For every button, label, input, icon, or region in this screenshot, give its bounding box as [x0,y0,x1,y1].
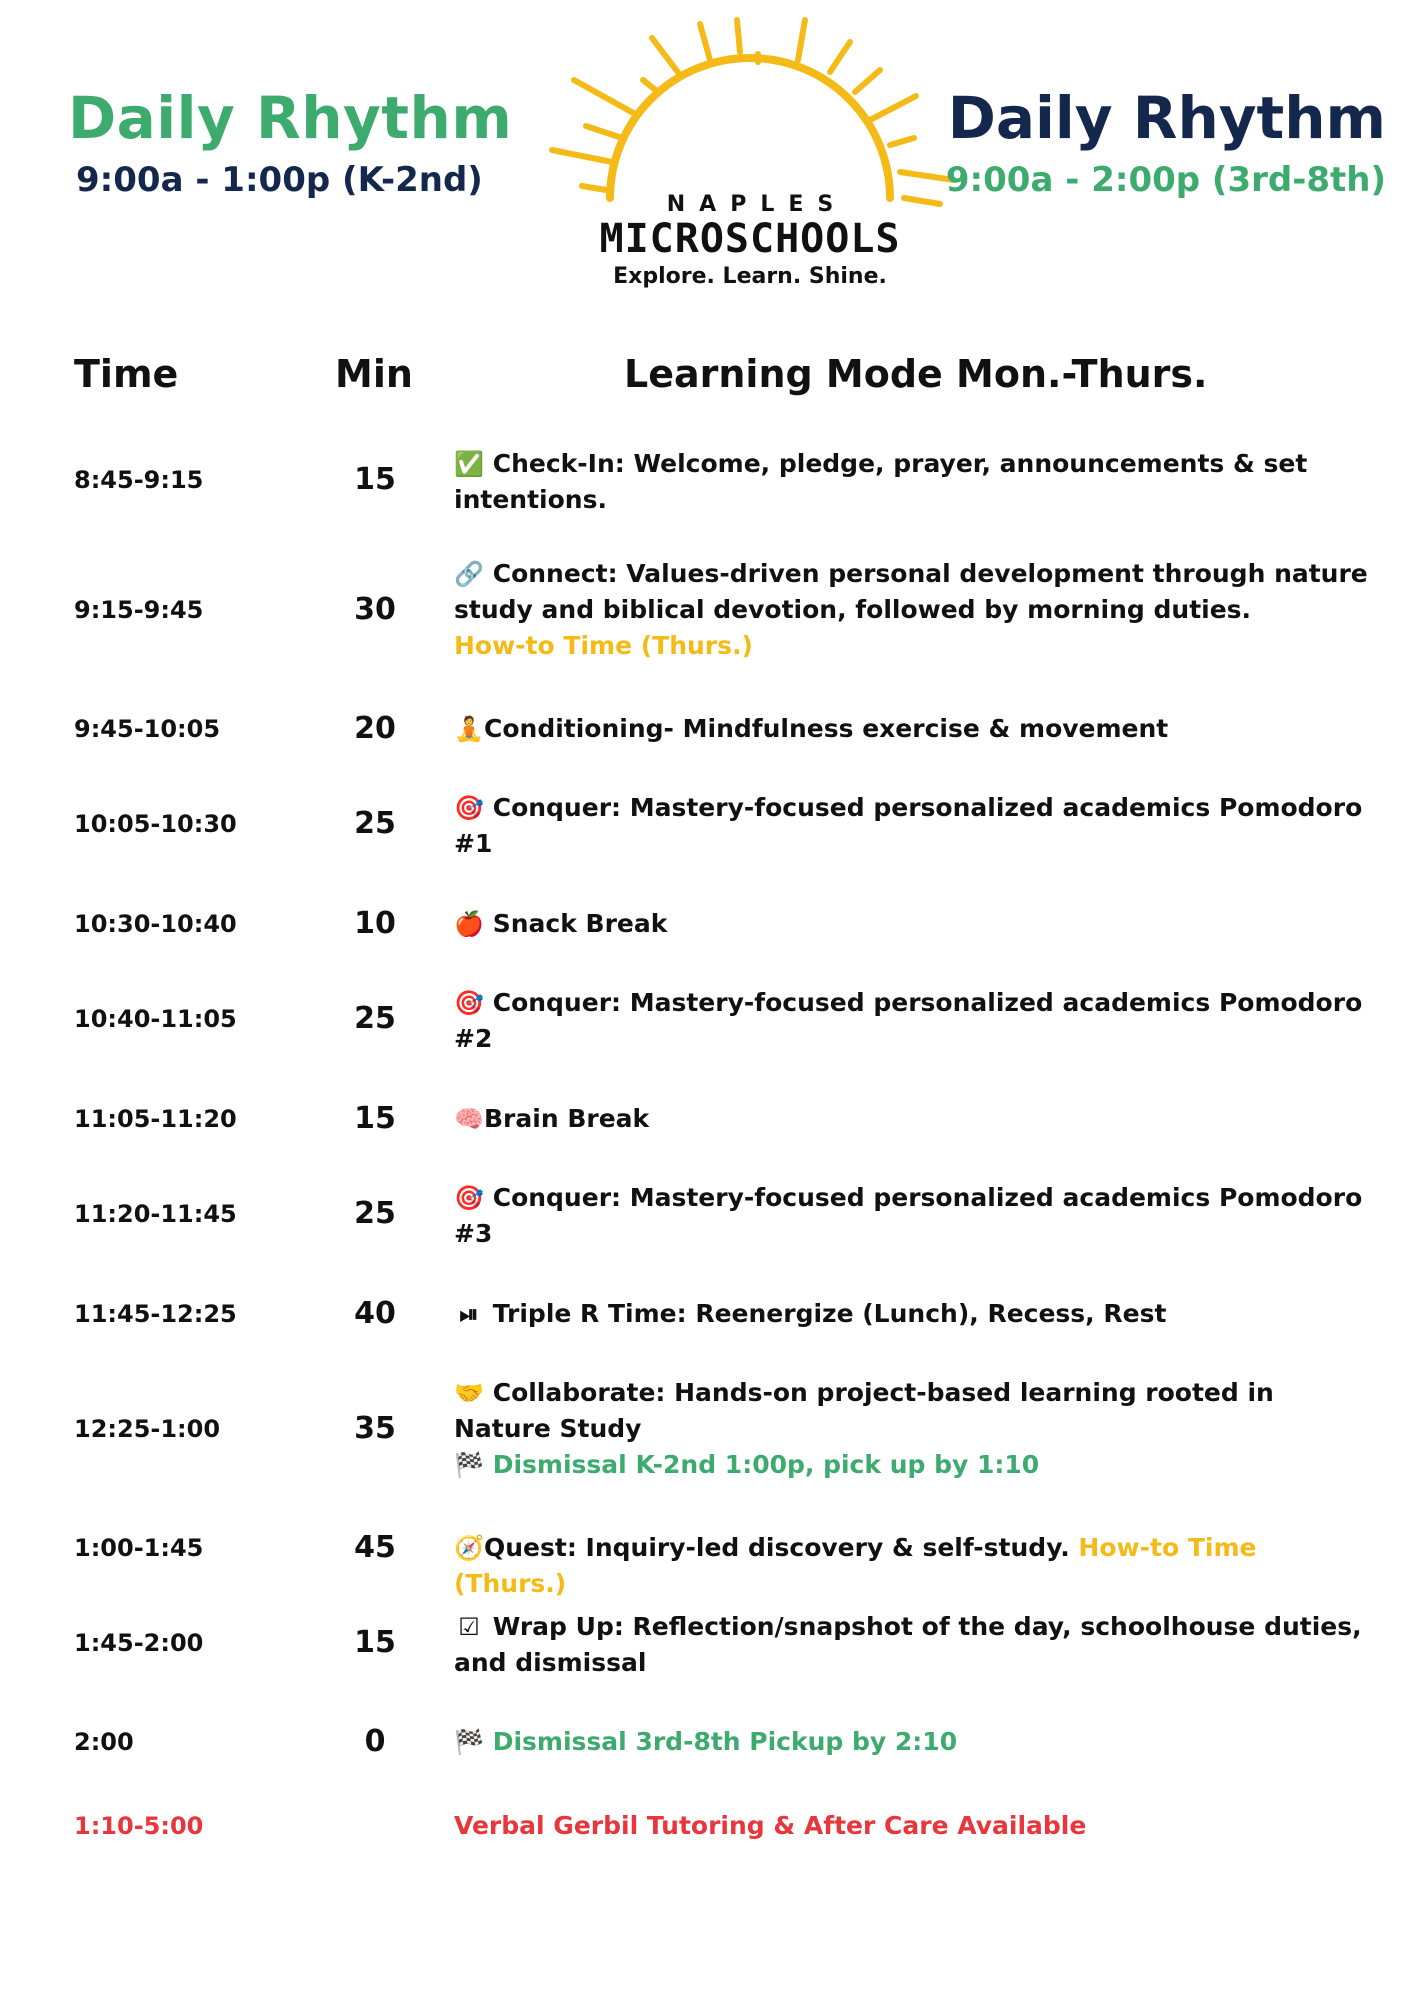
row-description: Conquer: Mastery-focused personalized academics Pomodoro #3 [454,1183,1363,1248]
row-time: 8:45-9:15 [74,466,204,494]
row-time: 12:25-1:00 [74,1415,221,1443]
row-time: 10:05-10:30 [74,810,237,838]
row-time: 11:45-12:25 [74,1300,237,1328]
row-text [454,556,1374,664]
row-description: Brain Break [484,1104,650,1133]
row-min: 35 [354,1411,396,1446]
row-description: Conquer: Mastery-focused personalized academics Pomodoro #1 [454,793,1363,858]
row-text [454,1101,1374,1137]
logo-naples: NAPLES [666,192,848,217]
row-time: 10:30-10:40 [74,910,237,938]
target-icon: 🎯 [454,1184,484,1212]
header-right [866,84,1386,202]
column-header-time: Time [74,352,179,396]
row-time: 2:00 [74,1728,134,1756]
right-subtitle: 9:00a - 2:00p (3rd-8th) [945,160,1386,200]
row-description: Collaborate: Hands-on project-based learning rooted in Nature Study [454,1378,1274,1443]
checkered-flag-icon: 🏁 [454,1451,484,1479]
row-text [454,1180,1374,1252]
row-min: 25 [354,1196,396,1231]
row-min: 25 [354,1001,396,1036]
row-text [454,711,1374,747]
row-min: 15 [354,1101,396,1136]
row-time: 1:45-2:00 [74,1629,204,1657]
row-description: Verbal Gerbil Tutoring & After Care Available [454,1811,1087,1840]
row-description: Dismissal 3rd-8th Pickup by 2:10 [492,1727,958,1756]
row-text [454,446,1374,518]
row-time: 11:20-11:45 [74,1200,237,1228]
row-text [454,1530,1374,1602]
row-min: 20 [354,711,396,746]
apple-icon: 🍎 [454,910,484,938]
row-text [454,1609,1374,1681]
play-pause-icon: ⏯ [459,1300,479,1328]
row-min: 30 [354,592,396,627]
row-description: Triple R Time: Reenergize (Lunch), Recess, Rest [492,1299,1167,1328]
row-note: Dismissal K-2nd 1:00p, pick up by 1:10 [492,1450,1040,1479]
row-min: 40 [354,1296,396,1331]
row-description: Connect: Values-driven personal development through nature study and biblical devotion, followed by morning duties. [454,559,1368,624]
check-icon: ✅ [454,450,484,478]
row-description: Check-In: Welcome, pledge, prayer, announcements & set intentions. [454,449,1308,514]
target-icon: 🎯 [454,989,484,1017]
row-text [454,1375,1374,1483]
checkered-flag-icon: 🏁 [454,1728,484,1756]
row-text [454,790,1374,862]
left-title: Daily Rhythm [68,84,513,152]
row-text [454,906,1374,942]
row-time: 9:15-9:45 [74,596,204,624]
row-text [454,1296,1374,1332]
compass-icon: 🧭 [454,1534,484,1562]
row-text [454,985,1374,1057]
row-description: Wrap Up: Reflection/snapshot of the day, schoolhouse duties, and dismissal [454,1612,1362,1677]
row-time: 11:05-11:20 [74,1105,237,1133]
right-title: Daily Rhythm [947,84,1386,152]
checkbox-icon: ☑ [458,1613,480,1641]
row-time: 1:10-5:00 [74,1812,204,1840]
row-description: Conquer: Mastery-focused personalized academics Pomodoro #2 [454,988,1363,1053]
row-min: 15 [354,1625,396,1660]
row-description: Conditioning- Mindfulness exercise & movement [484,714,1169,743]
row-min: 0 [364,1724,386,1759]
row-time: 10:40-11:05 [74,1005,237,1033]
row-time: 9:45-10:05 [74,715,221,743]
row-note: How-to Time (Thurs.) [454,631,753,660]
logo-name: MICROSCHOOLS [599,216,901,262]
meditation-icon: 🧘 [454,715,484,743]
column-header-mode: Learning Mode Mon.-Thurs. [624,352,1208,396]
column-header-min: Min [335,352,413,396]
link-icon: 🔗 [454,560,484,588]
row-min: 10 [354,906,396,941]
handshake-icon: 🤝 [454,1379,484,1407]
row-time: 1:00-1:45 [74,1534,204,1562]
logo-tagline: Explore. Learn. Shine. [613,264,887,289]
row-text [454,1724,1374,1760]
row-min: 25 [354,806,396,841]
row-description: Quest: Inquiry-led discovery & self-study. [484,1533,1070,1562]
brain-icon: 🧠 [454,1105,484,1133]
row-note: How-to Time (Thurs.) [454,1533,1257,1598]
row-min: 45 [354,1530,396,1565]
target-icon: 🎯 [454,794,484,822]
left-subtitle: 9:00a - 1:00p (K-2nd) [76,160,483,200]
header-left [68,84,513,202]
row-description: Snack Break [492,909,668,938]
row-min: 15 [354,462,396,497]
